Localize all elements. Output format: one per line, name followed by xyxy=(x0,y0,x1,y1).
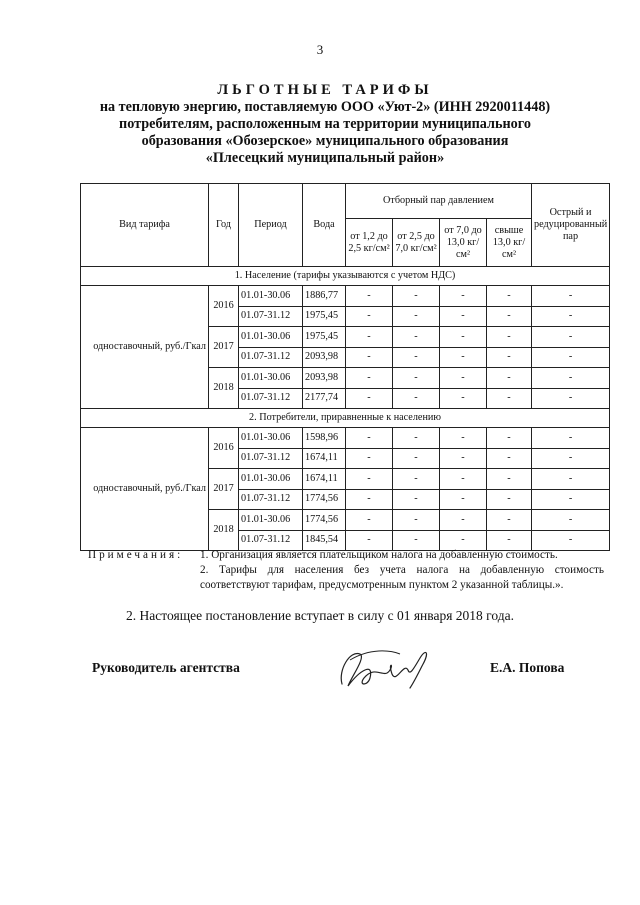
header-water: Вода xyxy=(303,184,346,267)
title-line-1: ЛЬГОТНЫЕ ТАРИФЫ xyxy=(217,82,433,98)
water-tariff-cell: 2177,74 xyxy=(303,388,346,409)
steam-tariff-cell: - xyxy=(440,306,487,327)
water-tariff-cell: 1845,54 xyxy=(303,530,346,551)
steam-tariff-cell: - xyxy=(440,327,487,348)
header-sharp-steam: Острый и редуцированный пар xyxy=(532,184,610,267)
header-pressure-4: свыше 13,0 кг/см² xyxy=(487,219,532,267)
period-cell: 01.01-30.06 xyxy=(239,286,303,307)
steam-tariff-cell: - xyxy=(393,347,440,368)
steam-tariff-cell: - xyxy=(532,510,610,531)
steam-tariff-cell: - xyxy=(532,448,610,469)
section-row xyxy=(81,409,610,428)
steam-tariff-cell: - xyxy=(346,428,393,449)
steam-tariff-cell: - xyxy=(393,428,440,449)
steam-tariff-cell: - xyxy=(487,489,532,510)
signatory-position: Руководитель агентства xyxy=(92,660,240,675)
year-cell: 2017 xyxy=(209,327,239,368)
water-tariff-cell: 1674,11 xyxy=(303,469,346,490)
steam-tariff-cell: - xyxy=(532,469,610,490)
tariff-kind: одноставочный, руб./Гкал xyxy=(81,286,209,409)
steam-tariff-cell: - xyxy=(440,368,487,389)
steam-tariff-cell: - xyxy=(393,489,440,510)
steam-tariff-cell: - xyxy=(346,448,393,469)
period-cell: 01.07-31.12 xyxy=(239,530,303,551)
steam-tariff-cell: - xyxy=(346,489,393,510)
steam-tariff-cell: - xyxy=(487,388,532,409)
steam-tariff-cell: - xyxy=(532,286,610,307)
steam-tariff-cell: - xyxy=(440,388,487,409)
document-title xyxy=(60,82,590,167)
steam-tariff-cell: - xyxy=(532,306,610,327)
water-tariff-cell: 2093,98 xyxy=(303,347,346,368)
steam-tariff-cell: - xyxy=(346,347,393,368)
period-cell: 01.01-30.06 xyxy=(239,327,303,348)
table-row xyxy=(81,286,610,307)
header-pressure-3: от 7,0 до 13,0 кг/см² xyxy=(440,219,487,267)
steam-tariff-cell: - xyxy=(393,388,440,409)
handwritten-signature xyxy=(330,640,440,695)
table-row xyxy=(81,428,610,449)
steam-tariff-cell: - xyxy=(393,530,440,551)
steam-tariff-cell: - xyxy=(440,510,487,531)
steam-tariff-cell: - xyxy=(532,489,610,510)
water-tariff-cell: 1886,77 xyxy=(303,286,346,307)
section-title: 2. Потребители, приравненные к населению xyxy=(81,409,610,428)
steam-tariff-cell: - xyxy=(487,448,532,469)
steam-tariff-cell: - xyxy=(487,368,532,389)
section-title: 1. Население (тарифы указываются с учетом НДС) xyxy=(81,267,610,286)
steam-tariff-cell: - xyxy=(487,469,532,490)
water-tariff-cell: 1774,56 xyxy=(303,489,346,510)
steam-tariff-cell: - xyxy=(487,510,532,531)
steam-tariff-cell: - xyxy=(532,327,610,348)
year-cell: 2016 xyxy=(209,286,239,327)
water-tariff-cell: 2093,98 xyxy=(303,368,346,389)
steam-tariff-cell: - xyxy=(393,286,440,307)
year-cell: 2018 xyxy=(209,368,239,409)
page-number: 3 xyxy=(316,42,324,57)
steam-tariff-cell: - xyxy=(346,530,393,551)
steam-tariff-cell: - xyxy=(487,428,532,449)
steam-tariff-cell: - xyxy=(440,448,487,469)
water-tariff-cell: 1598,96 xyxy=(303,428,346,449)
steam-tariff-cell: - xyxy=(532,530,610,551)
period-cell: 01.07-31.12 xyxy=(239,347,303,368)
period-cell: 01.07-31.12 xyxy=(239,489,303,510)
steam-tariff-cell: - xyxy=(346,368,393,389)
period-cell: 01.01-30.06 xyxy=(239,469,303,490)
header-period: Период xyxy=(239,184,303,267)
water-tariff-cell: 1975,45 xyxy=(303,327,346,348)
steam-tariff-cell: - xyxy=(440,286,487,307)
steam-tariff-cell: - xyxy=(393,469,440,490)
title-line-3: потребителям, расположенным на территории муниципального xyxy=(119,116,531,132)
title-line-5: «Плесецкий муниципальный район» xyxy=(205,150,445,166)
steam-tariff-cell: - xyxy=(393,327,440,348)
steam-tariff-cell: - xyxy=(487,530,532,551)
steam-tariff-cell: - xyxy=(532,347,610,368)
steam-tariff-cell: - xyxy=(487,286,532,307)
steam-tariff-cell: - xyxy=(532,368,610,389)
period-cell: 01.01-30.06 xyxy=(239,510,303,531)
steam-tariff-cell: - xyxy=(532,388,610,409)
period-cell: 01.07-31.12 xyxy=(239,448,303,469)
steam-tariff-cell: - xyxy=(487,347,532,368)
steam-tariff-cell: - xyxy=(393,448,440,469)
steam-tariff-cell: - xyxy=(393,368,440,389)
header-year: Год xyxy=(209,184,239,267)
steam-tariff-cell: - xyxy=(532,428,610,449)
steam-tariff-cell: - xyxy=(346,327,393,348)
steam-tariff-cell: - xyxy=(346,469,393,490)
steam-tariff-cell: - xyxy=(393,510,440,531)
steam-tariff-cell: - xyxy=(487,306,532,327)
steam-tariff-cell: - xyxy=(346,510,393,531)
year-cell: 2016 xyxy=(209,428,239,469)
title-line-2: на тепловую энергию, поставляемую ООО «Уют-2» (ИНН 2920011448) xyxy=(99,99,551,115)
year-cell: 2017 xyxy=(209,469,239,510)
header-steam-group: Отборный пар давлением xyxy=(346,184,532,219)
note-item-2: 2. Тарифы для населения без учета налога на добавленную стоимость соответствуют тарифам, предусмотренным пунктом 2 указанной таблицы.». xyxy=(200,564,604,591)
period-cell: 01.01-30.06 xyxy=(239,428,303,449)
steam-tariff-cell: - xyxy=(346,306,393,327)
steam-tariff-cell: - xyxy=(346,286,393,307)
steam-tariff-cell: - xyxy=(440,530,487,551)
water-tariff-cell: 1674,11 xyxy=(303,448,346,469)
steam-tariff-cell: - xyxy=(440,428,487,449)
header-pressure-1: от 1,2 до 2,5 кг/см² xyxy=(346,219,393,267)
notes-label: Примечания: xyxy=(88,549,184,561)
steam-tariff-cell: - xyxy=(487,327,532,348)
year-cell: 2018 xyxy=(209,510,239,551)
period-cell: 01.01-30.06 xyxy=(239,368,303,389)
tariff-kind: одноставочный, руб./Гкал xyxy=(81,428,209,551)
header-pressure-2: от 2,5 до 7,0 кг/см² xyxy=(393,219,440,267)
steam-tariff-cell: - xyxy=(346,388,393,409)
steam-tariff-cell: - xyxy=(393,306,440,327)
title-line-4: образования «Обозерское» муниципального образования xyxy=(141,133,509,149)
decree-text: 2. Настоящее постановление вступает в силу с 01 января 2018 года. xyxy=(126,608,514,623)
steam-tariff-cell: - xyxy=(440,347,487,368)
section-row xyxy=(81,267,610,286)
period-cell: 01.07-31.12 xyxy=(239,306,303,327)
tariff-table xyxy=(80,183,610,551)
header-kind: Вид тарифа xyxy=(81,184,209,267)
steam-tariff-cell: - xyxy=(440,489,487,510)
steam-tariff-cell: - xyxy=(440,469,487,490)
signatory-name: Е.А. Попова xyxy=(490,660,565,675)
note-item-1: 1. Организация является плательщиком налога на добавленную стоимость. xyxy=(200,549,558,561)
water-tariff-cell: 1774,56 xyxy=(303,510,346,531)
water-tariff-cell: 1975,45 xyxy=(303,306,346,327)
period-cell: 01.07-31.12 xyxy=(239,388,303,409)
